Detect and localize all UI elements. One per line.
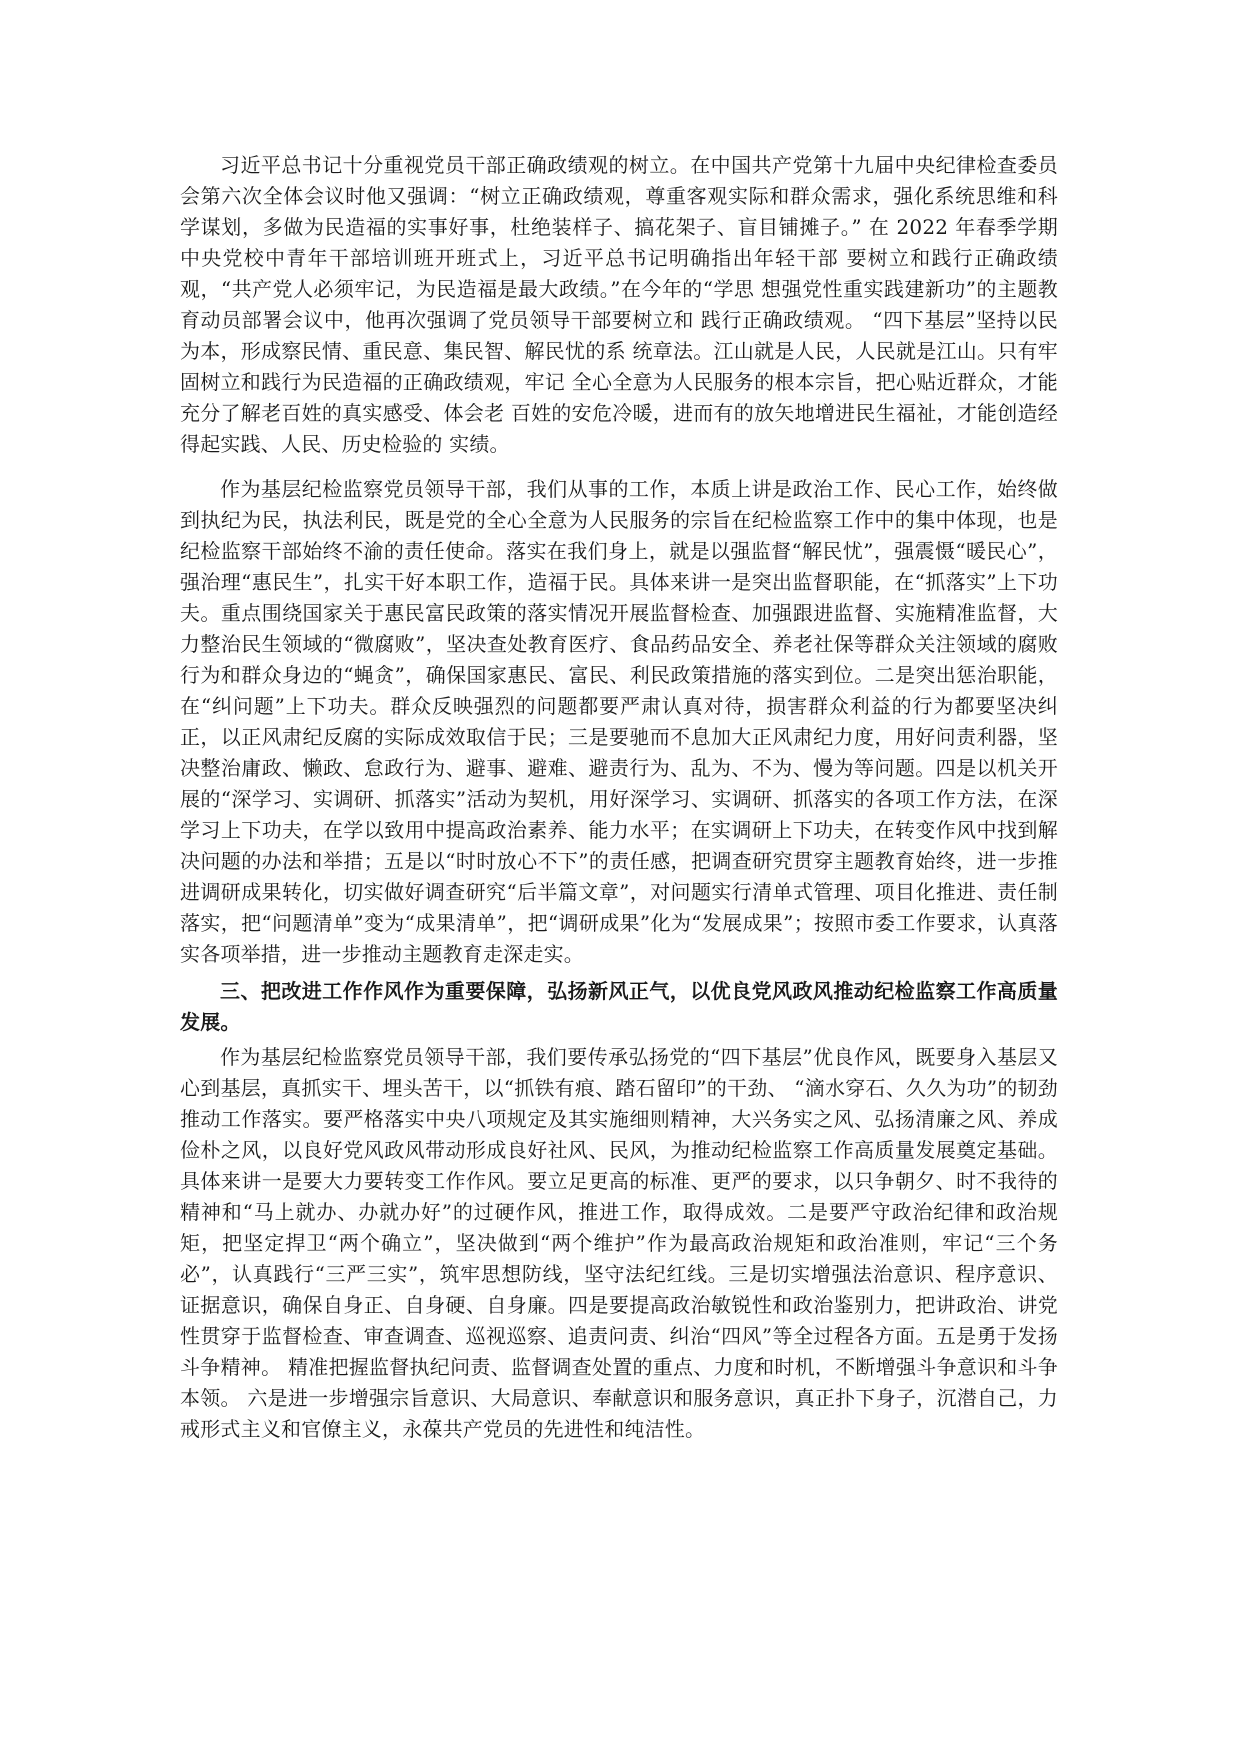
body-paragraph-2: 作为基层纪检监察党员领导干部，我们从事的工作，本质上讲是政治工作、民心工作，始终做到执纪为民，执法利民，既是党的全心全意为人民服务的宗旨在纪检监察工作中的集中体现，也是纪检监察干部始终不渝的责任使命。落实在我们身上，就是以强监督“解民忧”，强震慑“暖民心”，强治理“惠民生”，扎实干好本职工作，造福于民。具体来讲一是突出监督职能，在“抓落实”上下功夫。重点围绕国家关于惠民富民政策的落实情况开展监督检查、加强跟进监督、实施精准监督，大力整治民生领域的“微腐败”，坚决查处教育医疗、食品药品安全、养老社保等群众关注领域的腐败行为和群众身边的“蝇贪”，确保国家惠民、富民、利民政策措施的落实到位。二是突出惩治职能，在“纠问题”上下功夫。群众反映强烈的问题都要严肃认真对待，损害群众利益的行为都要坚决纠正，以正风肃纪反腐的实际成效取信于民；三是要驰而不息加大正风肃纪力度，用好问责利器，坚决整治庸政、懒政、怠政行为、避事、避难、避责行为、乱为、不为、慢为等问题。四是以机关开展的“深学习、实调研、抓落实”活动为契机，用好深学习、实调研、抓落实的各项工作方法，在深学习上下功夫，在学以致用中提高政治素养、能力水平；在实调研上下功夫，在转变作风中找到解决问题的办法和举措；五是以“时时放心不下”的责任感，把调查研究贯穿主题教育始终，进一步推进调研成果转化，切实做好调查研究“后半篇文章”，对问题实行清单式管理、项目化推进、责任制落实，把“问题清单”变为“成果清单”，把“调研成果”化为“发展成果”；按照市委工作要求，认真落实各项举措，进一步推动主题教育走深走实。	[180, 477, 1058, 966]
body-paragraph-3: 作为基层纪检监察党员领导干部，我们要传承弘扬党的“四下基层”优良作风，既要身入基层又心到基层，真抓实干、埋头苦干，以“抓铁有痕、踏石留印”的干劲、 “滴水穿石、久久为功”的韧劲推动工作落实。要严格落实中央八项规定及其实施细则精神，大兴务实之风、弘扬清廉之风、养成俭朴之风，以良好党风政风带动形成良好社风、民风，为推动纪检监察工作高质量发展奠定基础。具体来讲一是要大力要转变工作作风。要立足更高的标准、更严的要求，以只争朝夕、时不我待的精神和“马上就办、办就办好”的过硬作风，推进工作，取得成效。二是要严守政治纪律和政治规矩，把坚定捍卫“两个确立”，坚决做到“两个维护”作为最高政治规矩和政治准则，牢记“三个务必”，认真践行“三严三实”，筑牢思想防线，坚守法纪红线。三是切实增强法治意识、程序意识、证据意识，确保自身正、自身硬、自身廉。四是要提高政治敏锐性和政治鉴别力，把讲政治、讲党性贯穿于监督检查、审查调查、巡视巡察、追责问责、纠治“四风”等全过程各方面。五是勇于发扬斗争精神。 精准把握监督执纪问责、监督调查处置的重点、力度和时机，不断增强斗争意识和斗争本领。 六是进一步增强宗旨意识、大局意识、奉献意识和服务意识，真正扑下身子，沉潜自己，力 戒形式主义和官僚主义，永葆共产党员的先进性和纯洁性。	[180, 1045, 1058, 1441]
body-paragraph-1: 习近平总书记十分重视党员干部正确政绩观的树立。在中国共产党第十九届中央纪律检查委员会第六次全体会议时他又强调：“树立正确政绩观，尊重客观实际和群众需求，强化系统思维和科学谋划，多做为民造福的实事好事，杜绝装样子、搞花架子、盲目铺摊子。” 在 2022 年春季学期中央党校中青年干部培训班开班式上，习近平总书记明确指出年轻干部 要树立和践行正确政绩观，“共产党人必须牢记，为民造福是最大政绩。”在今年的“学思 想强党性重实践建新功”的主题教育动员部署会议中，他再次强调了党员领导干部要树立和 践行正确政绩观。 “四下基层”坚持以民为本，形成察民情、重民意、集民智、解民忧的系 统章法。江山就是人民，人民就是江山。只有牢固树立和践行为民造福的正确政绩观，牢记 全心全意为人民服务的根本宗旨，把心贴近群众，才能充分了解老百姓的真实感受、体会老 百姓的安危冷暖，进而有的放矢地增进民生福祉，才能创造经得起实践、人民、历史检验的 实绩。	[180, 153, 1058, 456]
document-page	[180, 150, 1058, 1459]
section-heading-3: 三、把改进工作作风作为重要保障，弘扬新风正气，以优良党风政风推动纪检监察工作高质量发展。	[180, 979, 1058, 1034]
